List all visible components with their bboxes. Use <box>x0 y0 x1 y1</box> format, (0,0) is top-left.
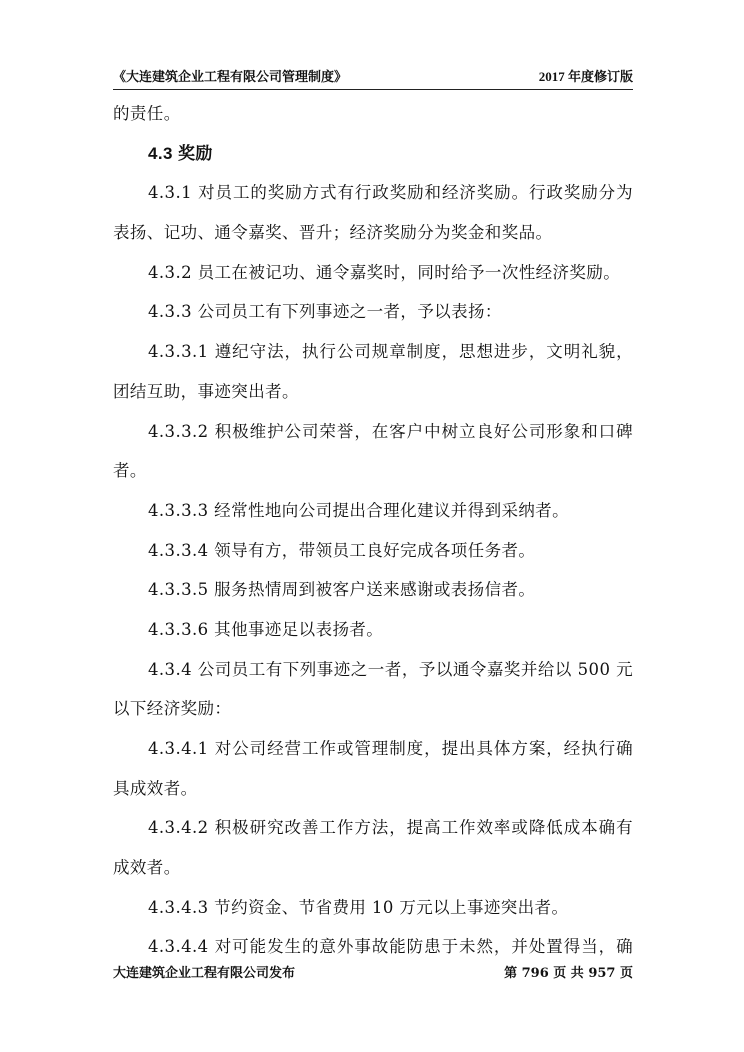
paragraph-line: 4.3.4.3 节约资金、节省费用 10 万元以上事迹突出者。 <box>148 897 569 917</box>
paragraph-line: 4.3.3.6 其他事迹足以表扬者。 <box>148 619 384 639</box>
page-header <box>113 64 633 90</box>
document-title: 《大连建筑企业工程有限公司管理制度》 <box>113 70 348 85</box>
paragraph-line: 4.3.3.5 服务热情周到被客户送来感谢或表扬信者。 <box>148 580 536 600</box>
paragraph-line: 4.3.4.1 对公司经营工作或管理制度，提出具体方案，经执行确 <box>148 739 633 758</box>
paragraph-line: 团结互助，事迹突出者。 <box>113 381 299 401</box>
publisher: 大连建筑企业工程有限公司发布 <box>113 965 296 981</box>
section-heading: 4.3 奖励 <box>148 143 213 163</box>
document-version: 2017 年度修订版 <box>538 69 633 84</box>
paragraph-line: 4.3.3.3 经常性地向公司提出合理化建议并得到采纳者。 <box>148 500 570 520</box>
paragraph-line: 成效者。 <box>113 858 181 878</box>
paragraph-line: 4.3.4.2 积极研究改善工作方法，提高工作效率或降低成本确有 <box>148 818 633 838</box>
paragraph-line: 4.3.3.2 积极维护公司荣誉，在客户中树立良好公司形象和口碑 <box>148 421 633 441</box>
paragraph-line: 4.3.1 对员工的奖励方式有行政奖励和经济奖励。行政奖励分为 <box>148 183 633 203</box>
paragraph-line: 者。 <box>113 461 147 481</box>
paragraph-line: 4.3.2 员工在被记功、通令嘉奖时，同时给予一次性经济奖励。 <box>148 262 621 282</box>
paragraph-line: 表扬、记功、通令嘉奖、晋升；经济奖励分为奖金和奖品。 <box>113 223 553 243</box>
paragraph-line: 具成效者。 <box>113 778 198 798</box>
paragraph-line: 4.3.3 公司员工有下列事迹之一者，予以表扬： <box>148 302 502 322</box>
paragraph-line: 4.3.3.1 遵纪守法，执行公司规章制度，思想进步，文明礼貌， <box>148 342 633 362</box>
paragraph-line: 4.3.4.4 对可能发生的意外事故能防患于未然，并处置得当，确 <box>148 937 633 957</box>
page-number: 第 796 页 共 957 页 <box>504 965 633 981</box>
body-text <box>113 94 633 967</box>
page-footer <box>113 958 633 984</box>
paragraph-line: 以下经济奖励： <box>113 699 232 719</box>
paragraph-line: 4.3.3.4 领导有方，带领员工良好完成各项任务者。 <box>148 540 536 560</box>
paragraph-line: 的责任。 <box>113 104 181 123</box>
paragraph-line: 4.3.4 公司员工有下列事迹之一者，予以通令嘉奖并给以 500 元 <box>148 659 633 679</box>
